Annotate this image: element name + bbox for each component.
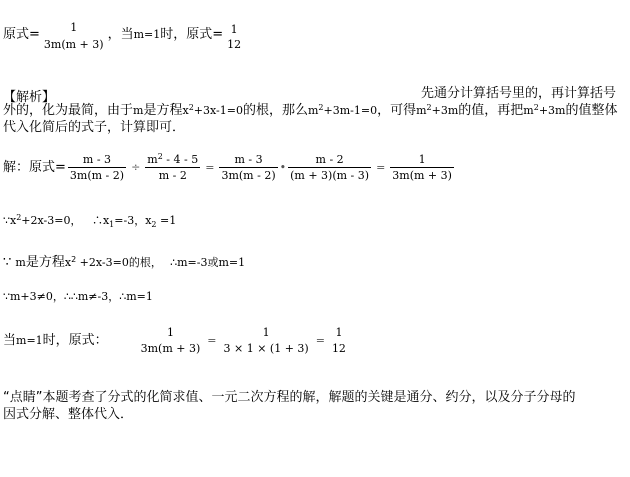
analysis-text: 是方程 xyxy=(143,103,183,118)
equation-term: +3m xyxy=(538,104,566,117)
equals-sign: = xyxy=(376,161,386,174)
result-line xyxy=(3,22,245,50)
fraction-numerator: 1 xyxy=(166,326,174,339)
analysis-expression xyxy=(523,104,565,117)
equals-sign: = xyxy=(205,161,215,174)
step-text: +2x-3=0的根， xyxy=(76,256,162,269)
step-var: m xyxy=(15,256,26,269)
result-mid2: 时，原式= xyxy=(160,27,224,42)
solution-fraction-3 xyxy=(219,154,277,181)
fraction-numerator: m - 2 xyxy=(315,153,344,166)
analysis-line-3: 代入化简后的式子，计算即可． xyxy=(3,120,186,135)
multiply-dot: • xyxy=(279,161,287,174)
final-m-value: m=1 xyxy=(16,334,43,347)
result-fraction xyxy=(42,22,106,50)
step-roots xyxy=(3,212,176,228)
subscript: 2 xyxy=(151,220,157,230)
fraction-denominator: 3m(m - 2) xyxy=(221,169,276,182)
fraction-numerator xyxy=(145,154,200,167)
fraction-numerator: m - 3 xyxy=(234,153,263,166)
equation-term: m xyxy=(523,104,534,117)
analysis-text: 外的，化为最简，由于 xyxy=(3,103,134,118)
fraction-numerator: 1 xyxy=(70,21,78,34)
step-exclude-value: ∵m+3≠0，∴∴m≠-3，∴m=1 xyxy=(3,290,153,303)
fraction-denominator: 3 × 1 × (1 + 3) xyxy=(223,342,309,355)
comment-line-2: 因式分解、整体代入． xyxy=(3,407,134,422)
fraction-denominator: 3m(m + 3) xyxy=(392,169,452,182)
numerator-term: m xyxy=(147,153,158,166)
divide-sign: ÷ xyxy=(131,161,141,174)
step-var: x xyxy=(64,256,72,269)
fraction-numerator: m - 3 xyxy=(82,153,112,166)
fraction-denominator: 12 xyxy=(331,342,346,355)
equation-term: m xyxy=(416,104,427,117)
equation-term: +3x-1=0 xyxy=(193,104,243,117)
exponent: 2 xyxy=(533,103,539,112)
final-fraction-3 xyxy=(330,327,348,354)
solution-line xyxy=(3,154,456,181)
fraction-numerator: 1 xyxy=(418,153,426,166)
step-text: 是方程 xyxy=(25,255,65,270)
result-value-fraction xyxy=(225,24,243,50)
solution-fraction-2 xyxy=(145,154,200,181)
numerator-term: - 4 - 5 xyxy=(162,153,199,166)
step-text: +2x-3=0， xyxy=(21,214,82,227)
fraction-denominator: 3m(m - 2) xyxy=(69,169,125,182)
analysis-text: 的值，再把 xyxy=(458,103,524,118)
analysis-expression xyxy=(416,104,458,117)
step-text: ∴x xyxy=(91,214,110,227)
analysis-tag: 【解析】 xyxy=(3,90,56,105)
fraction-numerator: 1 xyxy=(230,23,238,36)
solution-fraction-4 xyxy=(288,154,371,181)
fraction-denominator: 3m(m + 3) xyxy=(43,38,104,51)
fraction-denominator: (m + 3)(m - 3) xyxy=(290,169,370,182)
equation-term: +3m xyxy=(431,104,459,117)
analysis-text: 的根，那么 xyxy=(242,103,308,118)
exponent: 2 xyxy=(318,103,324,112)
step-text: ∴m=-3或m=1 xyxy=(170,256,246,269)
step-text: =1 xyxy=(156,214,177,227)
fraction-denominator: 12 xyxy=(227,38,242,51)
fraction-numerator: 1 xyxy=(262,326,270,339)
subscript: 1 xyxy=(109,220,115,230)
result-prefix: 原式= xyxy=(3,27,40,42)
exponent: 2 xyxy=(188,103,194,112)
analysis-equation xyxy=(182,104,242,117)
analysis-text: ，可得 xyxy=(377,103,417,118)
analysis-text: 的值整体 xyxy=(565,103,618,118)
final-fraction-2 xyxy=(222,327,311,354)
solution-fraction-1 xyxy=(68,154,126,181)
step-text: =-3，x xyxy=(114,214,152,227)
solution-fraction-5 xyxy=(390,154,454,181)
final-result-line xyxy=(3,327,350,354)
exponent: 2 xyxy=(71,255,77,264)
result-mid: ，当 xyxy=(107,27,134,42)
step-text: ∵x xyxy=(3,214,17,227)
equation-term: m xyxy=(307,104,319,117)
final-text: 时，原式： xyxy=(42,333,108,348)
final-text: 当 xyxy=(3,333,17,348)
equals-sign: = xyxy=(315,334,325,347)
step-text: ∵ xyxy=(3,255,16,270)
equals-sign: = xyxy=(207,334,217,347)
solution-prefix: 解：原式= xyxy=(3,160,66,175)
exponent: 2 xyxy=(16,213,22,222)
exponent: 2 xyxy=(157,152,163,161)
result-m-value: m=1 xyxy=(133,28,161,41)
analysis-right-text: 先通分计算括号里的，再计算括号 xyxy=(421,86,617,101)
final-fraction-1 xyxy=(139,327,203,354)
comment-line-1: “点睛”本题考查了分式的化简求值、一元二次方程的解，解题的关键是通分、约分，以及分子分母的 xyxy=(3,390,576,405)
fraction-denominator: 3m(m + 3) xyxy=(140,342,201,355)
equation-term: +3m-1=0 xyxy=(323,104,378,117)
analysis-var: m xyxy=(133,104,144,117)
exponent: 2 xyxy=(426,103,432,112)
equation-term: x xyxy=(182,104,189,117)
fraction-denominator: m - 2 xyxy=(145,167,200,181)
fraction-numerator: 1 xyxy=(335,326,343,339)
analysis-equation xyxy=(308,104,377,117)
step-root-of-equation xyxy=(3,251,245,270)
